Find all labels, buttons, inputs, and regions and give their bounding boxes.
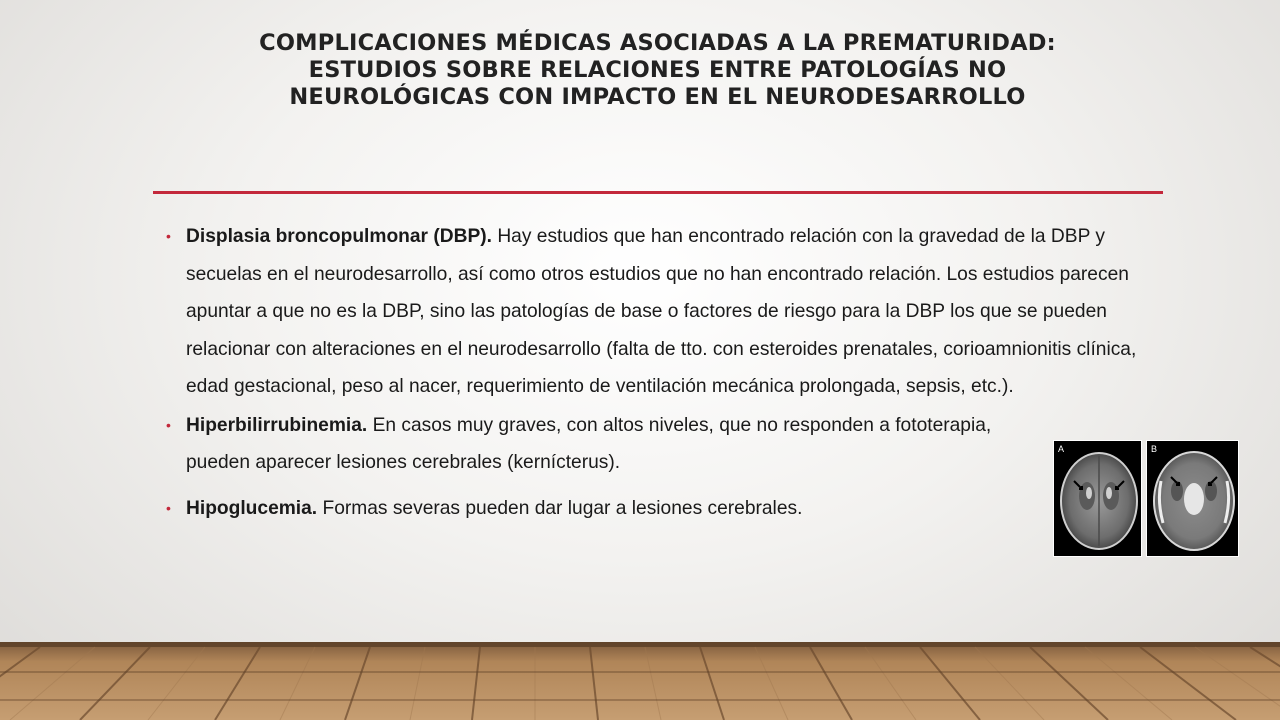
brain-mri-panel-b	[1146, 440, 1239, 557]
bullet-dot-icon: •	[166, 228, 171, 244]
bullet-text: Hay estudios que han encontrado relación con la gravedad de la DBP y secuelas en el neurodesarrollo, así como otros estudios que no han encontrado relación. Los estudios parecen apuntar a que no es la DBP, sino las patologías de base o factores de riesgo para la DBP los que se pueden relacionar con alteraciones en el neurodesarrollo (falta de tto. con esteroides prenatales, corioamnionitis clínica, edad gestacional, peso al nacer, requerimiento de ventilación mecánica prolongada, sepsis, etc.).	[186, 226, 1137, 397]
bullet-lead: Hiperbilirrubinemia.	[186, 414, 368, 436]
bullet-item-hipoglucemia	[166, 490, 1036, 528]
bullet-item-dbp	[166, 218, 1146, 406]
title-line-3: NEUROLÓGICAS CON IMPACTO EN EL NEURODESARROLLO	[289, 84, 1026, 110]
bullet-list	[166, 218, 1156, 527]
bullet-lead: Hipoglucemia.	[186, 497, 318, 519]
bullet-text: En casos muy graves, con altos niveles, que no responden a fototerapia, pueden aparecer lesiones cerebrales (kernícterus).	[186, 414, 992, 473]
panel-label-b: B	[1151, 444, 1158, 454]
title-line-1: COMPLICACIONES MÉDICAS ASOCIADAS A LA PREMATURIDAD:	[259, 30, 1056, 56]
wooden-floor-decoration	[0, 642, 1280, 720]
bullet-lead: Displasia broncopulmonar (DBP).	[186, 226, 492, 247]
bullet-dot-icon: •	[166, 416, 171, 433]
brain-mri-panel-a	[1053, 440, 1142, 557]
title-line-2: ESTUDIOS SOBRE RELACIONES ENTRE PATOLOGÍAS NO	[308, 57, 1007, 83]
slide-title	[150, 30, 1165, 111]
bullet-item-hiperbilirrubinemia	[166, 407, 1036, 482]
title-divider	[153, 191, 1163, 194]
bullet-text: Formas severas pueden dar lugar a lesiones cerebrales.	[317, 497, 803, 519]
panel-label-a: A	[1058, 444, 1065, 454]
bullet-dot-icon: •	[166, 499, 171, 516]
